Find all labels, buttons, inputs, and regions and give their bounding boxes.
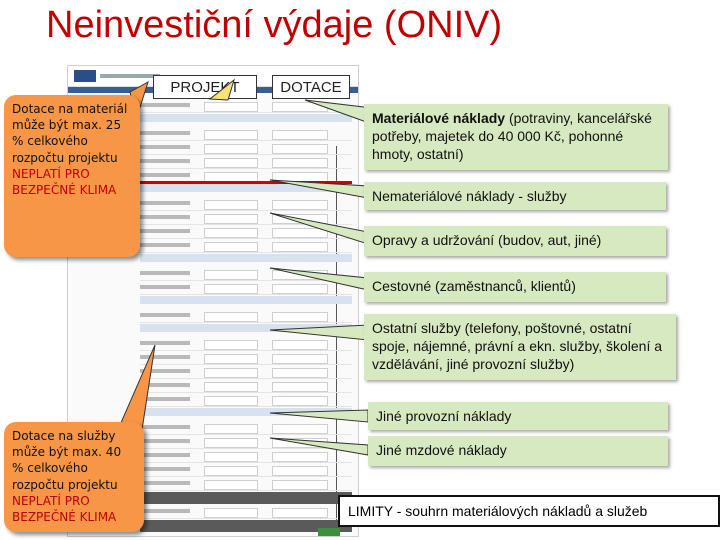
connector-travel [270, 268, 368, 290]
category-other-wage-text: Jiné mzdové náklady [376, 442, 507, 458]
category-other-services-text: Ostatní služby (telefony, poštovné, ostatní spoje, nájemné, právní a ekn. služby, školení a vzdělávání, jiné provozní služby) [372, 320, 663, 373]
arrow-projekt-icon [210, 80, 234, 100]
callout-services-limit [4, 422, 144, 532]
limits-box: LIMITY - souhrn materiálových nákladů a služeb [338, 495, 720, 527]
form-submit-button[interactable] [318, 528, 340, 536]
category-other-wage [368, 436, 668, 466]
callout-services-text: Dotace na služby může být max. 40 % celkového rozpočtu projektu [12, 429, 122, 492]
category-travel-text: Cestovné (zaměstnanců, klientů) [372, 278, 576, 294]
callout-material-limit [4, 95, 140, 257]
connector-other-operating [270, 410, 368, 422]
category-material [364, 104, 668, 170]
category-material-rest: (potraviny, kancelářské potřeby, majetek do 40 000 Kč, pohonné hmoty, ostatní) [372, 110, 652, 163]
category-other-operating [368, 402, 668, 430]
category-repairs-text: Opravy a udržování (budov, aut, jiné) [372, 232, 602, 248]
connector-material [305, 100, 372, 124]
column-label-projekt: PROJEKT [153, 75, 257, 99]
connector-services [270, 180, 368, 198]
column-label-dotace: DOTACE [272, 75, 350, 99]
category-nonmaterial-text: Nemateriálové náklady - služby [372, 188, 567, 204]
callout-material-text: Dotace na materiál může být max. 25 % celkového rozpočtu projektu [12, 102, 128, 165]
category-travel [364, 272, 666, 302]
category-material-bold: Materiálové náklady [372, 110, 506, 126]
connector-other-wage [270, 438, 368, 455]
connector-left-services [120, 345, 155, 430]
category-repairs [364, 226, 666, 256]
category-other-operating-text: Jiné provozní náklady [376, 408, 512, 424]
category-other-services [364, 314, 676, 380]
page-title: Neinvestiční výdaje (ONIV) [46, 4, 503, 46]
category-nonmaterial [364, 182, 666, 210]
connector-other-services [270, 325, 368, 340]
callout-material-warning: NEPLATÍ PRO BEZPEČNÉ KLIMA [12, 166, 117, 197]
connector-repairs [270, 213, 368, 244]
callout-services-warning: NEPLATÍ PRO BEZPEČNÉ KLIMA [12, 493, 117, 524]
